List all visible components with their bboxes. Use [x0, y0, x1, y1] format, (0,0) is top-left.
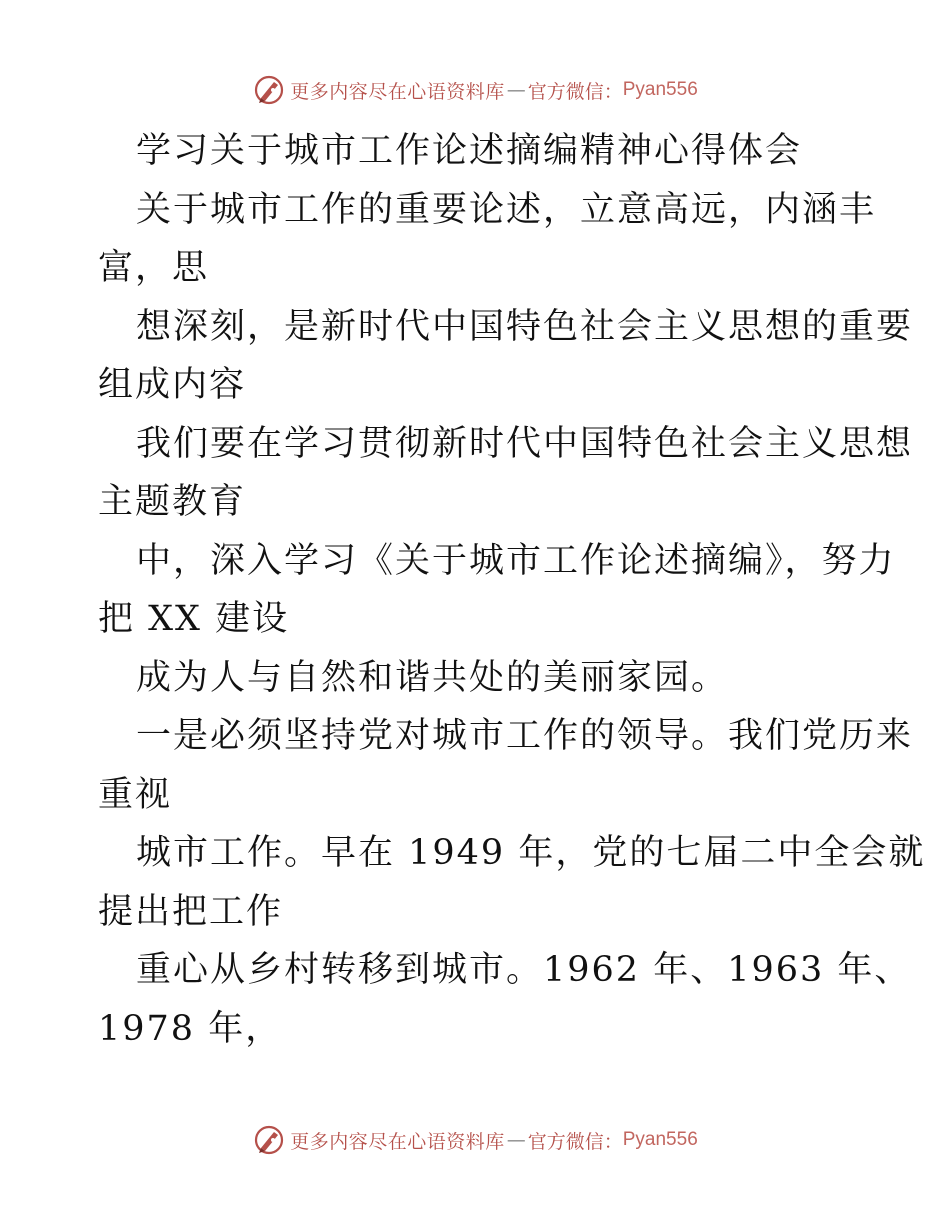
- banner-wechat-id: Pyan556: [622, 79, 698, 100]
- banner-main-text: 更多内容尽在心语资料库: [290, 1130, 505, 1153]
- footer-banner: [0, 1120, 950, 1160]
- text-line: 主题教育: [98, 482, 247, 522]
- pen-logo-icon: [252, 1123, 286, 1157]
- text-line: 富，思: [98, 248, 210, 288]
- text-line: 成为人与自然和谐共处的美丽家园。: [136, 657, 729, 698]
- text-line: 把 XX 建设: [98, 599, 290, 639]
- banner-wechat-id: Pyan556: [622, 1129, 698, 1150]
- text-line: 一是必须坚持党对城市工作的领导。我们党历来: [136, 716, 914, 756]
- text-line: 重视: [98, 774, 173, 815]
- banner-wechat-label: 官方微信：: [527, 1130, 623, 1153]
- text-line: 学习关于城市工作论述摘编精神心得体会: [136, 131, 803, 171]
- text-line: 提出把工作: [98, 891, 284, 932]
- text-line: 城市工作。早在 1949 年，党的七届二中全会就: [136, 833, 926, 873]
- document-body: [98, 122, 926, 1058]
- text-line: 中，深入学习《关于城市工作论述摘编》，努力: [136, 540, 896, 581]
- text-line: 1978 年，: [98, 1008, 283, 1049]
- pen-logo-icon: [252, 73, 286, 107]
- banner-wechat-label: 官方微信：: [527, 80, 623, 103]
- text-line: 关于城市工作的重要论述，立意高远，内涵丰: [136, 189, 877, 230]
- banner-separator: —: [506, 79, 526, 101]
- text-line: 组成内容: [98, 365, 247, 405]
- banner-main-text: 更多内容尽在心语资料库: [290, 80, 505, 103]
- text-line: 想深刻，是新时代中国特色社会主义思想的重要: [136, 306, 914, 347]
- header-banner: [0, 70, 950, 110]
- text-line: 重心从乡村转移到城市。1962 年、1963 年、: [136, 950, 912, 990]
- text-line: 我们要在学习贯彻新时代中国特色社会主义思想: [136, 423, 914, 464]
- banner-separator: —: [506, 1129, 526, 1151]
